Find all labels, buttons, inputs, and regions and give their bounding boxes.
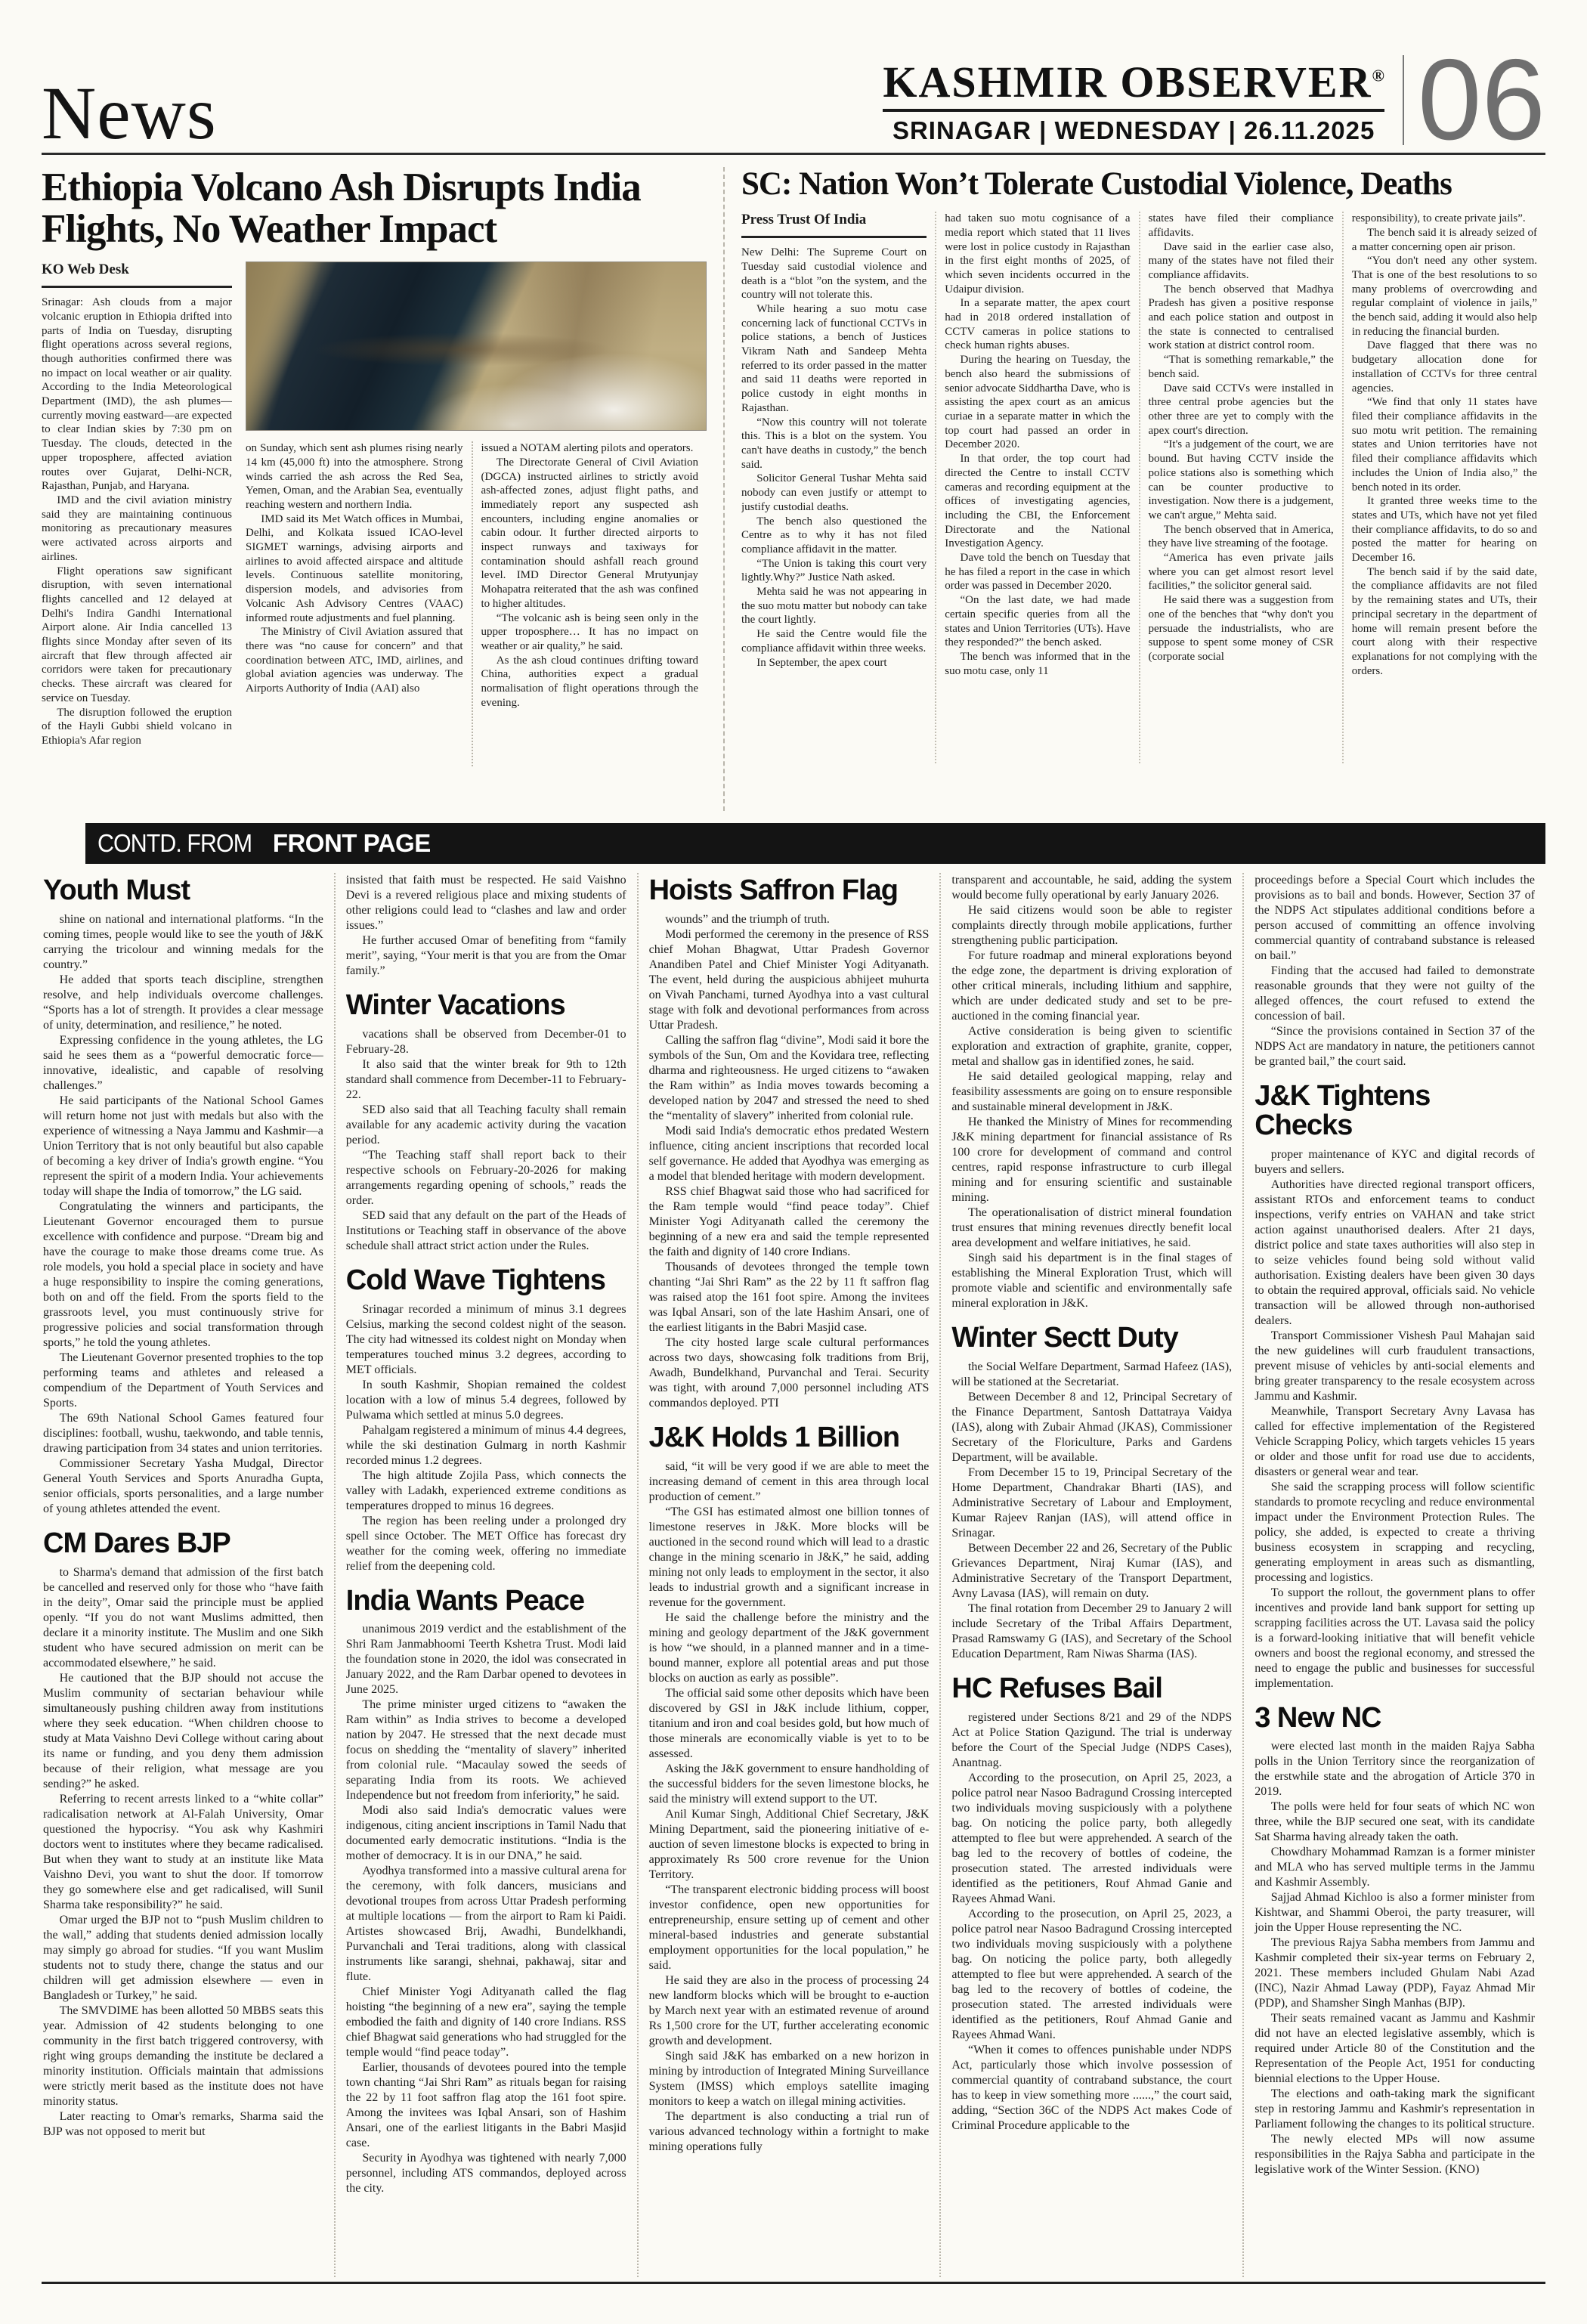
paragraph: issued a NOTAM alerting pilots and operators.: [481, 442, 694, 455]
masthead-block: [883, 57, 1400, 145]
paragraph: Congratulating the winners and participants, the Lieutenant Governor encouraged them to pursue excellence with confidence and purpose. “Dream big and have the courage to make those dreams come true. As role models, you hold a special place in society and have a huge responsibility to inspire the coming generations, both on and off the field. From the sports field to the grassroots level, you must continuously strive for progressive policies and social transformation through sports,” he told the young athletes.: [43, 1199, 323, 1349]
paragraph: registered under Sections 8/21 and 29 of the NDPS Act at Police Station Qazigund. The trial is underway before the Court of the Special Judge (NDPS Cases), Anantnag.: [951, 1710, 1233, 1769]
ethiopia-lower-columns: [246, 441, 707, 766]
continued-column-3: [637, 873, 940, 2277]
paragraph: During the hearing on Tuesday, the bench also heard the submissions of senior advocate Siddhartha Dave, who is assisting the apex court as an amicus curiae in a separate matter in which the top court had passed an order in December 2020.: [945, 354, 1131, 451]
paragraph: He said the challenge before the ministry and the mining and geology department of the J&K government is how “we should, in a planned manner and in a time-bound manner, explore all potential areas and put those blocks on auction as early as possible”.: [648, 1611, 930, 1685]
paragraph: He said they are also in the process of processing 24 new landform blocks which will be brought to e-auction by March next year with an estimated revenue of around Rs 1,500 crore for the UT, further accelerating economic growth and development.: [648, 1973, 930, 2047]
masthead: [883, 57, 1384, 112]
paragraph: SED said that any default on the part of the Heads of Institutions or Teaching staff in observance of the above schedule shall attract strict action under the Rules.: [345, 1208, 626, 1252]
section-heading: India Wants Peace: [345, 1584, 585, 1617]
paragraph: He said participants of the National School Games will return home not just with medals but also with the experience of witnessing a Naya Jammu and Kashmir—a Union Territory that is not only beautiful but also capable of becoming a key driver of India's growth engine. “You represent the spirit of a modern India. Your achievements today will shape the India of tomorrow,” the LG said.: [43, 1094, 323, 1198]
paragraph: The previous Rajya Sabha members from Jammu and Kashmir completed their six-year terms on February 2, 2021. These members included Ghulam Nabi Azad (INC), Nazir Ahmad Laway (PDP), Fayaz Ahmad Mir (PDP), and Shamsher Singh Manhas (BJP).: [1254, 1936, 1535, 2010]
paragraph: He thanked the Ministry of Mines for recommending J&K mining department for financial assistance of Rs 100 crore for development of command and control centres, rapid response infrastructure to curb illegal mining and for ensuring scientific and sustainable mining.: [951, 1116, 1233, 1204]
article-body: [42, 261, 707, 775]
paragraph: Authorities have directed regional transport officers, assistant RTOs and enforcement teams to conduct inspections, verify entries on VAHAN and take strict action against unauthorised dealers. After 21 days, district police and state taxes authorities will also step in to seize vehicles found being sold without valid authorisation. Existing dealers have been given 30 days to obtain the required approval, officials said. No vehicle transaction will be allowed through non-authorised dealers.: [1254, 1177, 1535, 1327]
paragraph: Modi performed the ceremony in the presence of RSS chief Mohan Bhagwat, Uttar Pradesh Governor Anandiben Patel and Chief Minister Yogi Adityanath. The event, held during the auspicious abhijeet muhurta on Vivah Panchami, turned Ayodhya into a vast cultural stage with folk and devotional performances from across Uttar Pradesh.: [648, 927, 930, 1032]
paragraph: In a separate matter, the apex court had in 2018 ordered installation of CCTV cameras in police stations to check human rights abuses.: [945, 297, 1131, 352]
paragraph: Asking the J&K government to ensure handholding of the successful bidders for the seven limestone blocks, he said the ministry will extend support to the UT.: [648, 1762, 930, 1806]
continued-column-2: [334, 873, 637, 2277]
paragraph: Referring to recent arrests linked to a “white collar” radicalisation network at Al-Falah University, Omar questioned the hypocrisy. “You ask why Kashmiri doctors went to institutes where they became radicalised. But when they want to study at an institute like Mata Vaishno Devi, you want to shut the door. If tomorrow they go somewhere else and get radicalised, will Sunil Sharma take responsibility?” he said.: [43, 1792, 323, 1911]
section-heading: Winter Sectt Duty: [951, 1322, 1178, 1354]
paragraph: “The GSI has estimated almost one billion tonnes of limestone reserves in J&K. More blocks will be auctioned in the second round which will lead to a drastic change in the mining scenario in J&K,” he said, adding mining not only leads to employment in the sector, it also leads to industrial growth and a significant increase in revenue for the government.: [648, 1505, 930, 1609]
paragraph: Their seats remained vacant as Jammu and Kashmir did not have an elected legislative assembly, which is required under Article 80 of the Constitution and the Representation of the People Act, 1951 for conducting biennial elections to the Upper House.: [1254, 2012, 1535, 2086]
paragraph: For future roadmap and mineral explorations beyond the edge zone, the department is driving exploration of other critical minerals, including lithium and sapphire, which are under dedicated study and set to be pre-auctioned in the coming financial year.: [951, 949, 1233, 1023]
paragraph: Earlier, thousands of devotees poured into the temple town chanting “Jai Shri Ram” as rituals began for raising the 22 by 11 foot saffron flag atop the 161 foot spire. Among the invitees was Iqbal Ansari, son of Hashim Ansari, one of the earliest litigants in the Babri Masjid case.: [345, 2061, 626, 2150]
section-heading: J&K Holds 1 Billion: [648, 1421, 900, 1453]
paragraph: Pahalgam registered a minimum of minus 4.4 degrees, while the ski destination Gulmarg in north Kashmir recorded minus 1.2 degrees.: [345, 1423, 626, 1467]
paragraph: Omar urged the BJP not to “push Muslim children to the wall,” adding that students denied admission locally may simply go abroad for studies. “If you want Muslim students not to study there, change the status and our children will get admission elsewhere — even in Bangladesh or Turkey,” he said.: [43, 1913, 323, 2002]
paragraph: “When it comes to offences punishable under NDPS Act, particularly those which involve possession of commercial quantity of contraband substance, the court has to keep in view something more ......,” the court said, adding, “Section 36C of the NDPS Act makes Code of Criminal Procedure applicable to the: [951, 2043, 1233, 2132]
paragraph: The bench observed that in America, they have live streaming of the footage.: [1148, 523, 1334, 550]
paragraph: “The volcanic ash is being seen only in the upper troposphere… It has no impact on weather or air quality,” he said.: [481, 611, 698, 652]
lead-section: [42, 155, 1545, 811]
masthead-area: [883, 36, 1545, 165]
sc-column-3: [1139, 212, 1342, 763]
section-heading: Hoists Saffron Flag: [648, 874, 898, 906]
paragraph: The polls were held for four seats of which NC won three, while the BJP secured one seat, with its candidate Sat Sharma having already taken the oath.: [1254, 1800, 1535, 1844]
paragraph: Dave said CCTVs were installed in three central probe agencies but the other three are yet to comply with the apex court's direction.: [1148, 382, 1334, 437]
paragraph: The disruption followed the eruption of the Hayli Gubbi shield volcano in Ethiopia's Afar region: [42, 706, 232, 747]
paragraph: “On the last date, we had made certain specific queries from all the states and Union Territories (UTs). Have they responded?” the bench asked.: [945, 594, 1131, 649]
paragraph: Flight operations saw significant disruption, with seven international flights cancelled and 12 delayed at Delhi's Indira Gandhi International Airport alone. Air India cancelled 13 flights since Monday after seven of its aircraft that flew through affected air corridors were taken for precautionary checks. These aircraft was cleared for service on Tuesday.: [42, 565, 232, 704]
paragraph: In September, the apex court: [756, 656, 887, 669]
page-number: 06: [1403, 55, 1545, 145]
contd-bar-bold: FRONT PAGE: [272, 829, 431, 857]
paragraph: “The transparent electronic bidding process will boost investor confidence, open new opportunities for entrepreneurship, ensure setting up of cement and other mineral-based industries and generate substantial employment opportunities for the local population,” he said.: [648, 1883, 930, 1972]
paragraph: Between December 22 and 26, Secretary of the Public Grievances Department, Niraj Kumar (IAS), and Administrative Secretary of the Transport Department, Avny Lavasa (IAS), will remain on duty.: [951, 1541, 1233, 1600]
paragraph: “You don't need any other system. That is one of the best resolutions to so many problems of overcrowding and regular complaint of violence in jails,” the bench said, adding it would also help in reducing the financial burden.: [1351, 255, 1537, 338]
paragraph: The bench said if by the said date, the compliance affidavits are not filed by the remaining states and UTs, their principal secretary in the department of home will remain present before the court along with their respective explanations for not complying with the orders.: [1351, 565, 1537, 677]
ethiopia-column-1: [42, 261, 232, 775]
paragraph: The SMVDIME has been allotted 50 MBBS seats this year. Admission of 42 students belonging to one community in the first batch triggered controversy, with right wing groups demanding the institute be declared a minority institution. Officials maintain that admissions were strictly merit based as the institute does not have minority status.: [43, 2004, 323, 2108]
paragraph: The bench observed that Madhya Pradesh has given a positive response and each police station and outpost in the state is connected to centralised work station at district control room.: [1148, 283, 1334, 352]
paragraph: Mehta said he was not appearing in the suo motu matter but nobody can take the court lightly.: [741, 586, 927, 627]
paragraph: “Since the provisions contained in Section 37 of the NDPS Act are mandatory in nature, the petitioners cannot be granted bail,” the court said.: [1254, 1025, 1535, 1068]
ethiopia-col1-text: [42, 296, 232, 748]
paragraph: Srinagar recorded a minimum of minus 3.1 degrees Celsius, marking the second coldest night of the season. The city had witnessed its coldest night on Monday when temperatures touched minus 3.2 degrees, according to MET officials.: [345, 1302, 626, 1376]
page-bottom-rule: [42, 2282, 1545, 2284]
ethiopia-column-3: [472, 441, 707, 766]
section-heading: J&K Tightens Checks: [1254, 1080, 1431, 1141]
paragraph: IMD said its Met Watch offices in Mumbai, Delhi, and Kolkata issued ICAO-level SIGMET warnings, advising airports and airlines to avoid affected airspace and altitude levels. Continuous satellite monitoring, dispersion models, and advisories from Volcanic Ash Advisory Centres (VAAC) informed route adjustments and fuel planning.: [246, 512, 463, 624]
paragraph: Ayodhya transformed into a massive cultural arena for the ceremony, with folk dancers, musicians and devotional troupes from across Uttar Pradesh performing at multiple locations — from the airport to Ram ki Paidi. Artistes showcased Brij, Awadhi, Bundelkhandi, Purvanchali and Terai traditions, along with classical instruments like sarangi, shehnai, pakhawaj, sitar and flute.: [345, 1864, 626, 1984]
paragraph: Solicitor General Tushar Mehta said nobody can even justify or attempt to justify custodial deaths.: [741, 472, 927, 513]
paragraph: The Lieutenant Governor presented trophies to the top performing teams and athletes and released a compendium of the Department of Youth Services and Sports.: [43, 1351, 323, 1410]
paragraph: had taken suo motu cognisance of a media report which stated that 11 lives were lost in police custody in Rajasthan in the first eight months of 2025, of which seven incidents occurred in the Udaipur division.: [945, 212, 1131, 296]
paragraph: According to the prosecution, on April 25, 2023, a police patrol near Nasoo Badragund Crossing intercepted two individuals moving suspiciously with a polythene bag. On noticing the police party, both allegedly attempted to flee but were apprehended. A search of the bag led to the recovery of bottles of codeine, the prosecution stated. The arrested individuals were identified as the petitioners, Rouf Ahmad Ganie and Rayees Ahmad Wani.: [951, 1907, 1233, 2041]
paragraph: Modi also said India's democratic values were indigenous, citing ancient inscriptions in Tamil Nadu that documented early democratic institutions. “India is the mother of democracy. It is in our DNA,” he said.: [345, 1804, 626, 1863]
paragraph: New Delhi: The Supreme Court on Tuesday said custodial violence and death is a “blot ”on the system, and the country will not tolerate this.: [741, 246, 927, 302]
paragraph: The operationalisation of district mineral foundation trust ensures that mining revenues directly benefit local area development and welfare initiatives, he said.: [951, 1206, 1233, 1249]
section-heading: Youth Must: [43, 874, 190, 906]
paragraph: In that order, the top court had directed the Centre to install CCTV cameras and recording equipment at the offices of investigating agencies, including the CBI, the Enforcement Directorate and the National Investigation Agency.: [945, 453, 1131, 550]
article-sc-custodial-violence: [725, 167, 1545, 811]
paragraph: “It's a judgement of the court, we are bound. But having CCTV inside the police stations also is something which can be counter productive to investigation. Now there is a judgement, we can't argue,” Mehta said.: [1148, 438, 1334, 521]
paragraph: RSS chief Bhagwat said those who had sacrificed for the Ram temple would “find peace today”. Chief Minister Yogi Adityanath called the ceremony the beginning of a new era and said the temple represented the faith and dignity of 140 crore Indians.: [648, 1184, 930, 1258]
paragraph: the Social Welfare Department, Sarmad Hafeez (IAS), will be stationed at the Secretariat.: [951, 1360, 1233, 1388]
paragraph: The bench said it is already seized of a matter concerning open air prison.: [1351, 226, 1537, 253]
ethiopia-right-area: [246, 261, 707, 775]
paragraph: transparent and accountable, he said, adding the system would become fully operational by early January 2026.: [951, 874, 1233, 902]
paragraph: “Now this country will not tolerate this. This is a blot on the system. You can't have deaths in custody,” the bench said.: [741, 416, 927, 471]
paragraph: IMD and the civil aviation ministry said they are maintaining continuous monitoring as precautionary measures were activated across airports and airlines.: [42, 494, 232, 563]
paragraph: Commissioner Secretary Yasha Mudgal, Director General Youth Services and Sports Anuradha Gupta, senior officials, sports personalities, and a large number of young athletes attended the event.: [43, 1456, 323, 1515]
paragraph: The bench was informed that in the suo motu case, only 11: [945, 650, 1131, 677]
sc-column-4: [1342, 212, 1545, 763]
paragraph: proper maintenance of KYC and digital records of buyers and sellers.: [1254, 1147, 1535, 1176]
paragraph: Finding that the accused had failed to demonstrate reasonable grounds that they were not guilty of the alleged offences, the court refused to extend the concession of bail.: [1254, 964, 1535, 1023]
paragraph: It also said that the winter break for 9th to 12th standard shall commence from December-11 to February-22.: [345, 1057, 626, 1101]
contd-bar-prefix: CONTD. FROM: [97, 829, 252, 857]
sc-column-2: [935, 212, 1138, 763]
paragraph: Chowdhary Mohammad Ramzan is a former minister and MLA who has served multiple terms in the Jammu and Kashmir Assembly.: [1254, 1846, 1535, 1889]
paragraph: As the ash cloud continues drifting toward China, authorities expect a gradual normalisation of flight operations through the evening.: [481, 654, 698, 709]
paragraph: Dave told the bench on Tuesday that he has filed a report in the case in which order was passed in December 2020.: [945, 552, 1131, 593]
paragraph: The official said some other deposits which have been discovered by GSI in J&K include lithium, copper, titanium and iron and coal besides gold, but how much of those minerals are economically viable is yet to to be assessed.: [648, 1686, 930, 1760]
paragraph: SED also said that all Teaching faculty shall remain available for any academic activity during the vacation period.: [345, 1103, 626, 1147]
paragraph: “That is something remarkable,” the bench said.: [1148, 354, 1334, 380]
paragraph: Expressing confidence in the young athletes, the LG said he sees them as a “powerful democratic force—innovative, idealistic, and capable of resolving challenges.”: [43, 1033, 323, 1092]
page-header: [42, 26, 1545, 165]
sc-column-1: [741, 212, 935, 763]
paragraph: wounds” and the triumph of truth.: [665, 912, 830, 926]
paragraph: to Sharma's demand that admission of the first batch be cancelled and reserved only for those who “have faith in the deity”, Omar said the principle must be applied openly. “If you do not want Muslims admitted, then declare it a minority institute. The Muslim and one Sikh student who have secured admission on merit can be accommodated elsewhere,” he said.: [43, 1565, 323, 1670]
section-heading: 3 New NC: [1254, 1701, 1381, 1734]
paragraph: The Ministry of Civil Aviation assured that there was “no cause for concern” and that coordination between ATC, IMD, airlines, and global aviation agencies was underway. The Airports Authority of India (AAI) also: [246, 626, 463, 695]
paragraph: “We find that only 11 states have filed their compliance affidavits in the suo motu writ petition. The remaining states and Union territories have not filed their compliance affidavits which includes the Union of India also,” the bench noted in its order.: [1351, 396, 1537, 494]
paragraph: Dave said in the earlier case also, many of the states have not filed their compliance affidavits.: [1148, 240, 1334, 281]
paragraph: The final rotation from December 29 to January 2 will include Secretary of the Tribal Affairs Department, Prasad Ramswamy G (IAS), and Secretary of the School Education Department, Ram Niwas Sharma (IAS).: [951, 1601, 1233, 1660]
paragraph: states have filed their compliance affidavits.: [1148, 212, 1334, 239]
article-headline: Ethiopia Volcano Ash Disrupts India Flights, No Weather Impact: [42, 166, 641, 251]
paragraph: The high altitude Zojila Pass, which connects the valley with Ladakh, experienced extreme conditions as temperatures dropped to minus 16 degrees.: [345, 1468, 626, 1512]
paragraph: The newly elected MPs will now assume responsibilities in the Rajya Sabha and participate in the legislative work of the Winter Session. (KNO): [1254, 2133, 1535, 2177]
paragraph: unanimous 2019 verdict and the establishment of the Shri Ram Janmabhoomi Teerth Kshetra Trust. Modi laid the foundation stone in 2020, the idol was consecrated in January 2022, and the Ram Darbar opened to devotees in June 2025.: [345, 1623, 626, 1697]
paragraph: Singh said his department is in the final stages of establishing the Mineral Exploration Trust, which will promote viable and scientific and environmentally safe mineral exploration in J&K.: [951, 1252, 1233, 1310]
paragraph: He said the Centre would file the compliance affidavit within three weeks.: [741, 628, 927, 654]
paragraph: He said citizens would soon be able to register complaints directly through mobile applications, further strengthening public participation.: [951, 904, 1233, 947]
byline: Press Trust Of India: [741, 212, 867, 228]
paragraph: The region has been reeling under a prolonged dry spell since October. The MET Office has forecast dry weather for the coming week, offering no immediate relief from the deepening cold.: [345, 1514, 626, 1573]
paragraph: Dave flagged that there was no budgetary allocation done for installation of CCTVs for three central agencies.: [1351, 339, 1537, 395]
paragraph: The elections and oath-taking mark the significant step in restoring Jammu and Kashmir's representation in Parliament following the changes to its political structure.: [1254, 2087, 1535, 2131]
paragraph: He cautioned that the BJP should not accuse the Muslim community of sectarian behaviour while simultaneously pushing children away from institutions where they seek education. “When children choose to study at Mata Vaishno Devi College without caring about its name or funding, and you deny them admission because of their religion, what message are you sending?” he asked.: [43, 1671, 323, 1790]
paragraph: He said detailed geological mapping, relay and feasibility assessments are going on to ensure responsible and sustainable mineral development in J&K.: [951, 1070, 1233, 1113]
paragraph: He said there was a suggestion from one of the benches that “why don't you persuade the industrialists, who are suppose to spent some money of CSR (corporate social: [1148, 594, 1334, 663]
paragraph: “America has even private jails where you can get almost resort level facilities,” the solicitor general said.: [1148, 552, 1334, 593]
dateline: SRINAGAR | WEDNESDAY | 26.11.2025: [892, 116, 1375, 144]
continued-column-1: [42, 873, 334, 2277]
section-heading: Winter Vacations: [345, 989, 565, 1021]
paragraph: vacations shall be observed from December-01 to February-28.: [345, 1027, 626, 1056]
paragraph: The 69th National School Games featured four disciplines: football, wushu, taekwondo, and table tennis, drawing participation from 34 states and union territories.: [43, 1411, 323, 1455]
paragraph: Transport Commissioner Vishesh Paul Mahajan said the new guidelines will curb fraudulent transactions, prevent misuse of vehicles by anti-social elements and bring greater transparency to the resale ecosystem across Jammu and Kashmir.: [1254, 1329, 1535, 1403]
paragraph: on Sunday, which sent ash plumes rising nearly 14 km (45,000 ft) into the atmosphere. Strong winds carried the ash across the Red Sea, Yemen, Oman, and the Arabian Sea, eventually reaching western and northern India.: [246, 442, 463, 511]
paragraph: Later reacting to Omar's remarks, Sharma said the BJP was not opposed to merit but: [43, 2109, 323, 2138]
paragraph: “The Union is taking this court very lightly.Why?” Justice Nath asked.: [741, 557, 927, 584]
byline: KO Web Desk: [42, 261, 129, 278]
section-heading: CM Dares BJP: [43, 1527, 230, 1559]
paragraph: Active consideration is being given to scientific exploration and extraction of graphite, granite, copper, metal and shallow gas in identified zones, he said.: [951, 1025, 1233, 1068]
paragraph: Meanwhile, Transport Secretary Avny Lavasa has called for effective implementation of the Registered Vehicle Scrapping Policy, which targets vehicles 15 years or older and those unfit for road use due to accidents, disasters or general wear and tear.: [1254, 1404, 1535, 1478]
paragraph: Sajjad Ahmad Kichloo is also a former minister from Kishtwar, and Shammi Oberoi, the party treasurer, will join the Upper House representing the NC.: [1254, 1891, 1535, 1935]
paragraph: Modi said India's democratic ethos predated Western influence, citing ancient inscriptions that recorded local self governance. He added that Ayodhya was emerging as a model that blended heritage with modern development.: [648, 1124, 930, 1183]
paragraph: said, “it will be very good if we are able to meet the increasing demand of cement in this area through local production of cement.”: [648, 1459, 930, 1503]
paragraph: “The Teaching staff shall report back to their respective schools on February-20-2026 for making arrangements regarding opening of schools,” reads the order.: [345, 1148, 626, 1207]
paragraph: The department is also conducting a trial run of various advanced technology within a fortnight to make mining operations fully: [648, 2109, 930, 2153]
paragraph: While hearing a suo motu case concerning lack of functional CCTVs in police stations, a bench of Justices Vikram Nath and Sandeep Mehta referred to its order passed in the matter and said 11 deaths were reported in police custody in eight months in Rajasthan.: [741, 302, 927, 414]
byline-block: [741, 212, 927, 238]
paragraph: In south Kashmir, Shopian remained the coldest location with a low of minus 5.4 degrees, followed by Pulwama which settled at minus 5.0 degrees.: [345, 1378, 626, 1422]
satellite-ash-plume-image: [246, 261, 707, 431]
paragraph: responsibility), to create private jails”.: [1351, 212, 1526, 225]
masthead-text: KASHMIR OBSERVER: [883, 57, 1372, 107]
paragraph: The city hosted large scale cultural performances across two days, showcasing folk traditions from Brij, Awadh, Bundelkhand, Purvanchal and Terai. Security was tight, with around 7,000 personnel including ATS commandos deployed. PTI: [648, 1335, 930, 1410]
paragraph: To support the rollout, the government plans to offer incentives and provide land bank support for setting up scrapping facilities across the UT. Lavasa said the policy is a forward-looking initiative that will benefit vehicle owners and boost the regional economy, and stressed the need to engage the public and businesses for successful implementation.: [1254, 1586, 1535, 1690]
article-body: [741, 212, 1545, 763]
contd-from-front-page-bar: [85, 823, 1545, 864]
article-headline: SC: Nation Won’t Tolerate Custodial Violence, Deaths: [741, 166, 1452, 202]
article-ethiopia-volcano-ash: [42, 167, 725, 811]
continued-stories-section: [42, 873, 1545, 2277]
paragraph: shine on national and international platforms. “In the coming times, people would like to see the youth of J&K carrying the tricolour and winning medals for the country.”: [43, 912, 323, 971]
paragraph: Chief Minister Yogi Adityanath called the flag hoisting “the beginning of a new era”, saying the temple embodied the faith and dignity of 140 crore Indians. RSS chief Bhagwat said generations who had struggled for the temple would “find peace today”.: [345, 1985, 626, 2059]
paragraph: Calling the saffron flag “divine”, Modi said it bore the symbols of the Sun, Om and the Kovidara tree, reflecting dharma and righteousness. He urged citizens to “awaken the Ram within” as India moves towards becoming a developed nation by 2047 and stressed the need to shed the “mentality of slavery” inherited from colonial rule.: [648, 1033, 930, 1122]
paragraph: According to the prosecution, on April 25, 2023, a police patrol near Nasoo Badragund Crossing intercepted two individuals moving suspiciously with a polythene bag. On noticing the police party, both allegedly attempted to flee but were apprehended. A search of the bag led to the recovery of bottles of codeine, the prosecution stated. The arrested individuals were identified as the petitioners, Rouf Ahmad Ganie and Rayees Ahmad Wani.: [951, 1771, 1233, 1905]
continued-column-5: [1242, 873, 1545, 2277]
paragraph: Thousands of devotees thronged the temple town chanting “Jai Shri Ram” as the 22 by 11 ft saffron flag was raised atop the 161 foot spire. Among the invitees was Iqbal Ansari, son of the late Hashim Ansari, one of the earliest litigants in the Babri Masjid case.: [648, 1260, 930, 1334]
paragraph: The Directorate General of Civil Aviation (DGCA) instructed airlines to strictly avoid ash-affected zones, adjust flight paths, and immediately report any suspected ash encounters, including engine anomalies or cabin odour. It further directed airports to inspect runways and taxiways for contamination should ashfall reach ground level. IMD Director General Mrutyunjay Mohapatra reiterated that the ash was confined to higher altitudes.: [481, 456, 698, 610]
paragraph: were elected last month in the maiden Rajya Sabha polls in the Union Territory since the reorganization of the erstwhile state and the abrogation of Article 370 in 2019.: [1254, 1740, 1535, 1799]
paragraph: She said the scrapping process will follow scientific standards to promote recycling and reduce environmental impact under the Environment Protection Rules. The policy, she added, is expected to create a thriving business ecosystem in scrapping and recycling, generating employment in areas such as dismantling, processing and logistics.: [1254, 1480, 1535, 1584]
section-heading: Cold Wave Tightens: [345, 1264, 605, 1296]
paragraph: It granted three weeks time to the states and UTs, which have not yet filed their compliance affidavits, to do so and posted the matter for hearing on December 16.: [1351, 495, 1537, 565]
section-title: News: [42, 71, 217, 155]
paragraph: Between December 8 and 12, Principal Secretary of the Finance Department, Santosh Dattatraya Vaidya (IAS), along with Zubair Ahmad (JKAS), Commissioner Secretary of the Floriculture, Parks and Gardens Department, will be available.: [951, 1390, 1233, 1464]
paragraph: proceedings before a Special Court which includes the provisions as to bail and bonds. However, Section 37 of the NDPS Act stipulates additional conditions before a person accused of committing an offence involving commercial quantity of contraband substance is released on bail.”: [1254, 874, 1535, 962]
paragraph: insisted that faith must be respected. He said Vaishno Devi is a revered religious place and mixing students of other religions could lead to “clashes and law and order issues.”: [345, 874, 626, 932]
paragraph: The bench also questioned the Centre as to why it has not filed compliance affidavit in the matter.: [741, 515, 927, 555]
paragraph: Security in Ayodhya was tightened with nearly 7,000 personnel, including ATS commandos, deployed across the city.: [345, 2152, 626, 2196]
paragraph: From December 15 to 19, Principal Secretary of the Home Department, Chandrakar Bharti (IAS), and Administrative Secretary of Labour and Employment, Kumar Rajeev Ranjan (IAS), will attend office in Srinagar.: [951, 1465, 1233, 1540]
sc-col1-text: [741, 246, 927, 670]
paragraph: Anil Kumar Singh, Additional Chief Secretary, J&K Mining Department, said the pioneering initiative of e-auction of seven limestone blocks is expected to bring in approximately Rs 500 crore revenue for the Union Territory.: [648, 1807, 930, 1881]
paragraph: He added that sports teach discipline, strengthen resolve, and help individuals overcome challenges. “Sports has a lot of strength. It provides a clear message of unity, determination, and resilience,” he noted.: [43, 973, 323, 1032]
ethiopia-column-2: [246, 441, 472, 766]
registered-mark: ®: [1372, 66, 1384, 85]
byline-block: [42, 261, 232, 288]
paragraph: The prime minister urged citizens to “awaken the Ram within” as India strives to become a developed nation by 2047. He stressed that the next decade must focus on shedding the “mentality of slavery” inherited from colonial rule. “Macaulay sowed the seeds of separating India from its roots. We achieved Independence but not freedom from inferiority,” he said.: [345, 1698, 626, 1803]
continued-column-4: [939, 873, 1242, 2277]
paragraph: He further accused Omar of benefiting from “family merit”, saying, “Your merit is that you are from the Omar family.”: [345, 934, 626, 977]
section-heading: HC Refuses Bail: [951, 1672, 1162, 1704]
paragraph: Srinagar: Ash clouds from a major volcanic eruption in Ethiopia drifted into parts of India on Tuesday, disrupting flight operations across several regions, though authorities confirmed there was no impact on local weather or air quality. According to the India Meteorological Department (IMD), the ash plumes—currently moving eastward—are expected to clear Indian skies by 7:30 pm on Tuesday. The clouds, detected in the upper troposphere, affected aviation routes over Gujarat, Delhi-NCR, Rajasthan, Punjab, and Haryana.: [42, 296, 232, 493]
paragraph: Singh said J&K has embarked on a new horizon in mining by introduction of Integrated Mining Surveillance System (IMSS) which employs satellite imaging monitors to keep a watch on illegal mining activities.: [648, 2049, 930, 2108]
